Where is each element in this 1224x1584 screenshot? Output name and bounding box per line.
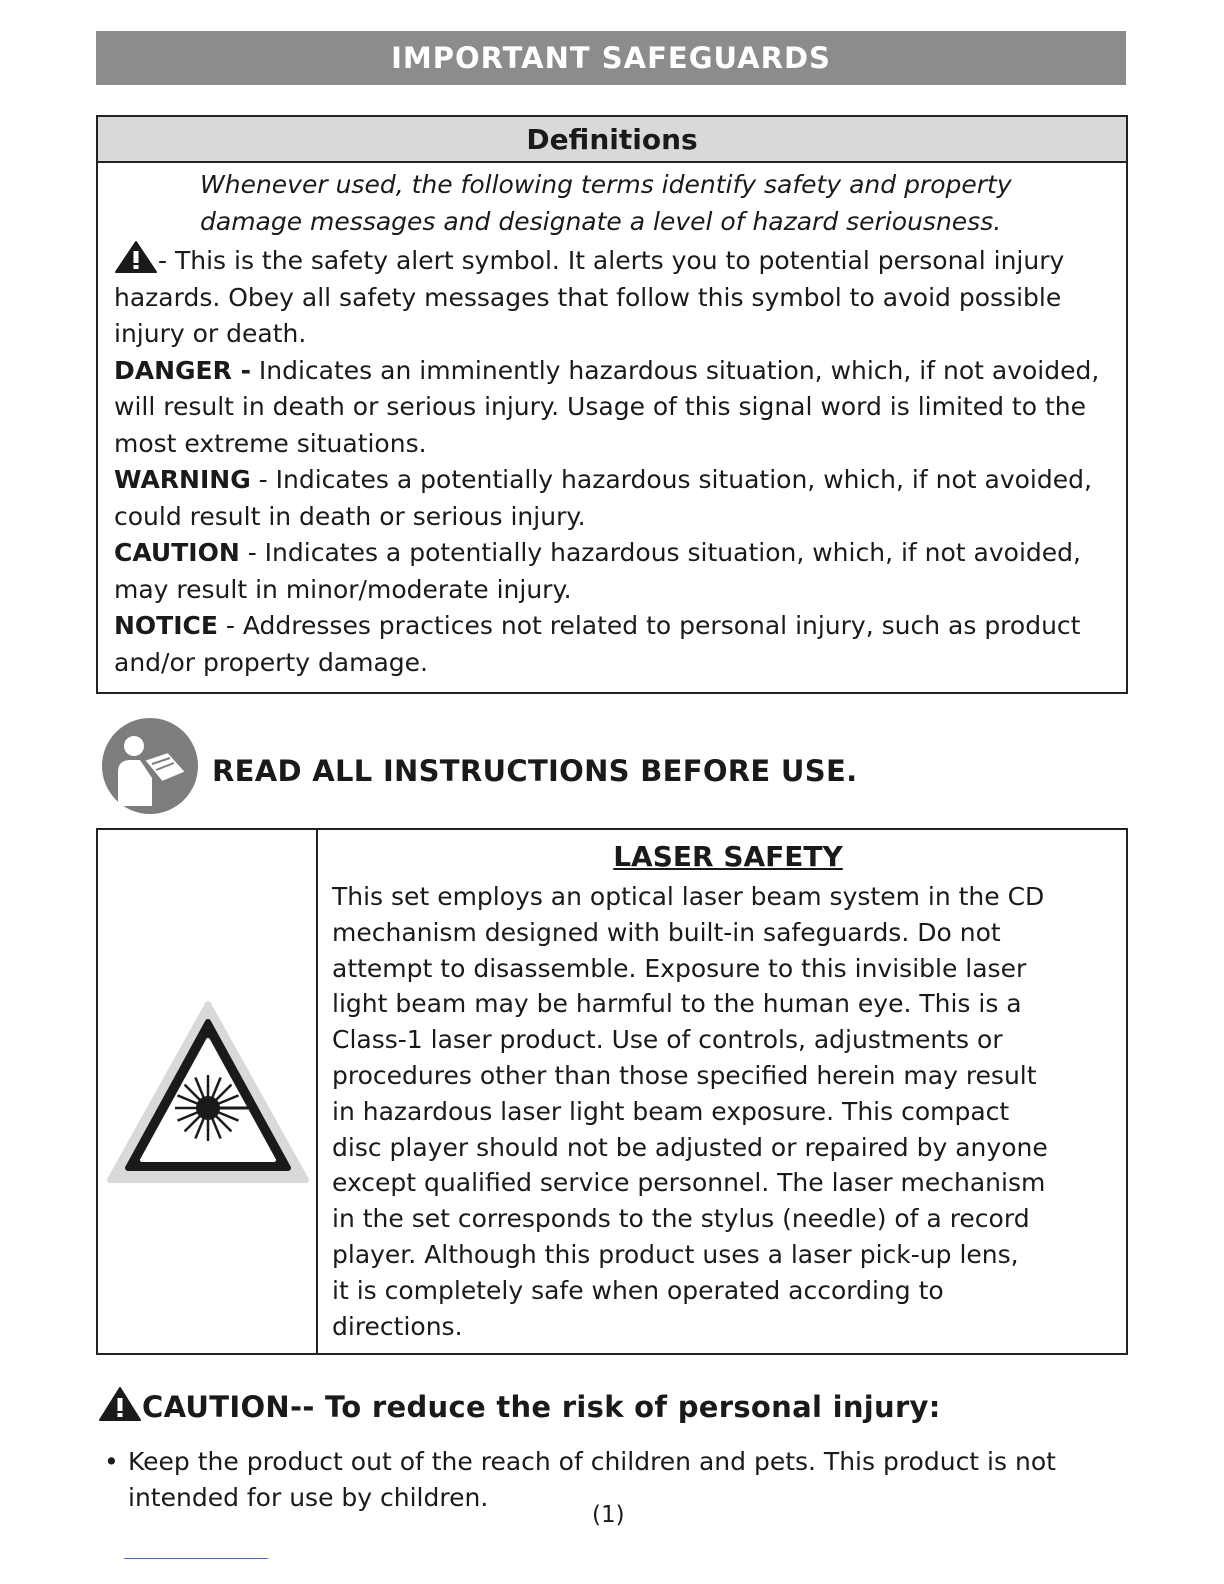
- read-instructions-row: [100, 716, 1000, 816]
- definition-warning: [114, 462, 1116, 535]
- definition-term: NOTICE: [114, 611, 218, 640]
- text-line: attempt to disassemble. Exposure to this invisible laser: [332, 953, 1027, 983]
- definitions-intro: Whenever used, the following terms identify safety and property damage messages and designate a level of hazard seriousness.: [200, 170, 1012, 236]
- definition-text: - Indicates a potentially hazardous situation, which, if not avoided, may result in minor/moderate injury.: [114, 538, 1081, 604]
- definitions-body: [98, 163, 1126, 681]
- page-title: IMPORTANT SAFEGUARDS: [391, 41, 831, 75]
- text-line: in hazardous laser light beam exposure. This compact: [332, 1096, 1010, 1126]
- definition-term: DANGER -: [114, 355, 251, 385]
- text-line: mechanism designed with built-in safeguards. Do not: [332, 917, 1001, 947]
- text-line: Class-1 laser product. Use of controls, adjustments or: [332, 1025, 1003, 1055]
- page-title-banner: [96, 31, 1126, 85]
- laser-safety-box: [96, 828, 1128, 1355]
- laser-safety-title: LASER SAFETY: [613, 840, 843, 873]
- text-line: player. Although this product uses a laser pick-up lens,: [332, 1239, 1019, 1269]
- laser-safety-text: [332, 879, 1124, 1344]
- text-line: directions.: [332, 1311, 463, 1341]
- definitions-box: [96, 115, 1128, 694]
- definition-term: CAUTION: [114, 538, 240, 567]
- page-number: (1): [592, 1502, 625, 1528]
- caution-heading-row: [98, 1386, 941, 1424]
- alert-symbol-text: - This is the safety alert symbol. It alerts you to potential personal injury hazards. Obey all safety messages that follow this symbol to avoid possible injury or death.: [114, 246, 1065, 348]
- text-line: disc player should not be adjusted or repaired by anyone: [332, 1132, 1048, 1162]
- definition-term: WARNING: [114, 465, 251, 494]
- safety-alert-icon: [98, 1386, 142, 1422]
- text-line: except qualified service personnel. The laser mechanism: [332, 1168, 1046, 1198]
- safety-alert-icon: [114, 240, 158, 274]
- definition-notice: [114, 608, 1116, 681]
- definition-text: Indicates an imminently hazardous situation, which, if not avoided, will result in death or serious injury. Usage of this signal word is limited to the most extreme situations.: [114, 355, 1100, 458]
- text-line: in the set corresponds to the stylus (needle) of a record: [332, 1204, 1030, 1234]
- read-instructions-text: READ ALL INSTRUCTIONS BEFORE USE.: [212, 754, 858, 788]
- text-line: it is completely safe when operated according to: [332, 1275, 944, 1305]
- text-line: light beam may be harmful to the human eye. This is a: [332, 989, 1022, 1019]
- definition-text: - Indicates a potentially hazardous situation, which, if not avoided, could result in death or serious injury.: [114, 465, 1092, 531]
- caution-heading: CAUTION-- To reduce the risk of personal injury:: [142, 1390, 941, 1424]
- definition-danger: [114, 353, 1116, 463]
- read-manual-icon: [100, 716, 200, 816]
- laser-safety-content: [332, 840, 1124, 1344]
- text-line: This set employs an optical laser beam system in the CD: [332, 882, 1045, 911]
- list-item-text: Keep the product out of the reach of children and pets. This product is not intended for use by children.: [128, 1447, 1056, 1512]
- alert-symbol-definition: [114, 240, 1116, 353]
- text-line: procedures other than those specified herein may result: [332, 1060, 1037, 1090]
- bullet-icon: •: [104, 1447, 119, 1476]
- definition-text: - Addresses practices not related to personal injury, such as product and/or property damage.: [114, 611, 1081, 677]
- definition-caution: [114, 535, 1116, 608]
- definitions-heading: Definitions: [98, 117, 1126, 163]
- laser-warning-icon: [106, 1000, 310, 1186]
- footer-divider: [124, 1558, 268, 1559]
- laser-warning-panel: [98, 830, 318, 1353]
